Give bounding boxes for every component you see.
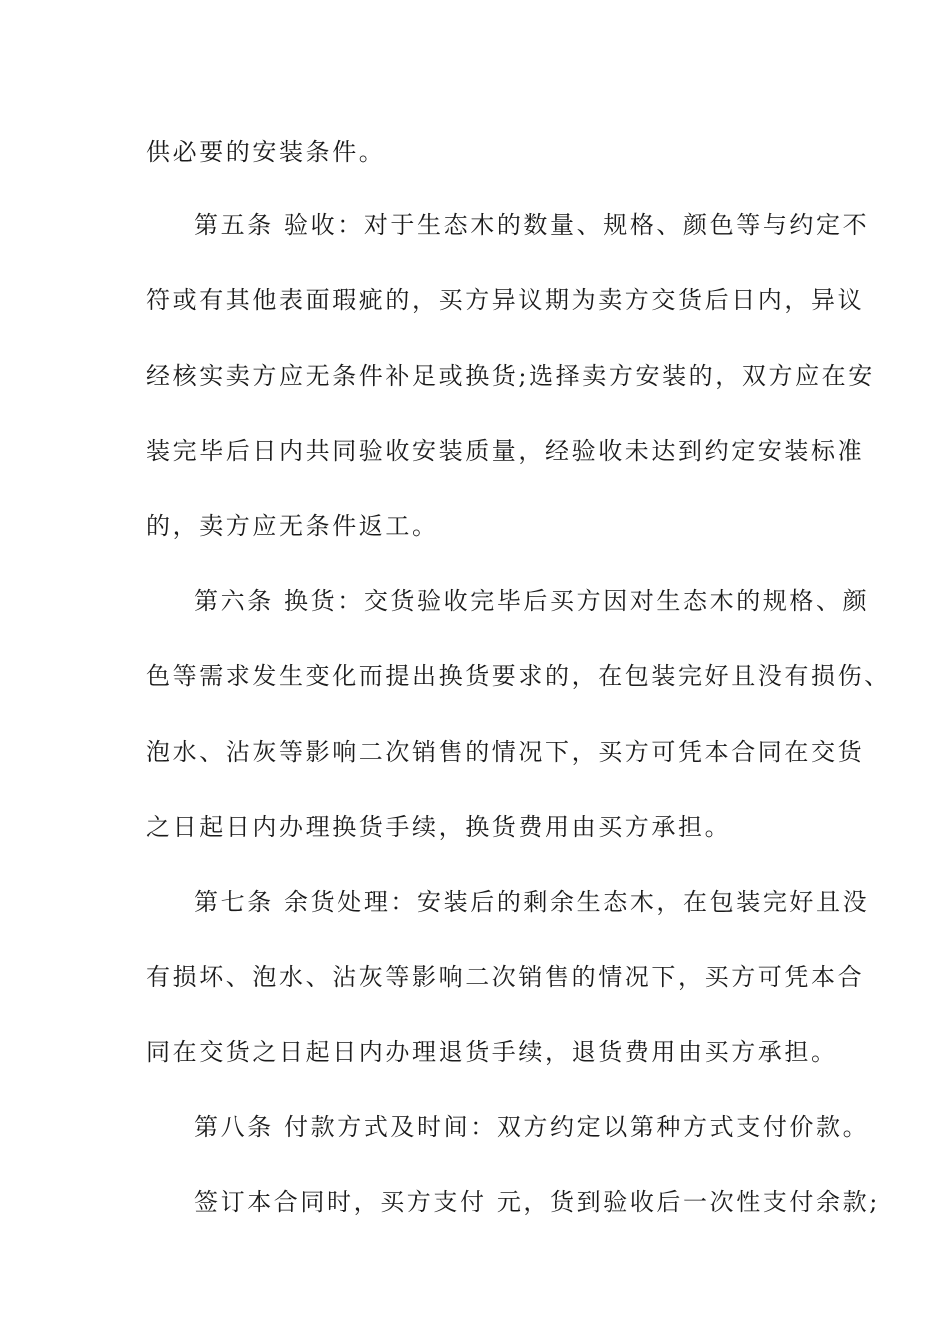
clause-5-line-4: 装完毕后日内共同验收安装质量，经验收未达到约定安装标准 bbox=[146, 437, 865, 465]
clause-6-line-3: 泡水、沾灰等影响二次销售的情况下，买方可凭本合同在交货 bbox=[146, 738, 865, 766]
clause-5-line-5: 的，卖方应无条件返工。 bbox=[146, 512, 439, 540]
clause-7-line-1: 第七条 余货处理：安装后的剩余生态木，在包装完好且没 bbox=[194, 888, 870, 916]
clause-5-line-3: 经核实卖方应无条件补足或换货;选择卖方安装的，双方应在安 bbox=[146, 362, 875, 390]
clause-6-line-4: 之日起日内办理换货手续，换货费用由买方承担。 bbox=[146, 813, 732, 841]
clause-5-line-2: 符或有其他表面瑕疵的，买方异议期为卖方交货后日内，异议 bbox=[146, 286, 865, 314]
clause-5-line-1: 第五条 验收：对于生态木的数量、规格、颜色等与约定不 bbox=[194, 211, 870, 239]
clause-6-line-1: 第六条 换货：交货验收完毕后买方因对生态木的规格、颜 bbox=[194, 587, 870, 615]
text-line-1: 供必要的安装条件。 bbox=[146, 138, 386, 166]
clause-8-line-1: 第八条 付款方式及时间：双方约定以第种方式支付价款。 bbox=[194, 1113, 870, 1141]
clause-7-line-3: 同在交货之日起日内办理退货手续，退货费用由买方承担。 bbox=[146, 1038, 838, 1066]
clause-7-line-2: 有损坏、泡水、沾灰等影响二次销售的情况下，买方可凭本合 bbox=[146, 963, 865, 991]
clause-6-line-2: 色等需求发生变化而提出换货要求的，在包装完好且没有损伤、 bbox=[146, 662, 891, 690]
clause-8-line-2: 签订本合同时，买方支付 元，货到验收后一次性支付余款; bbox=[194, 1188, 880, 1216]
